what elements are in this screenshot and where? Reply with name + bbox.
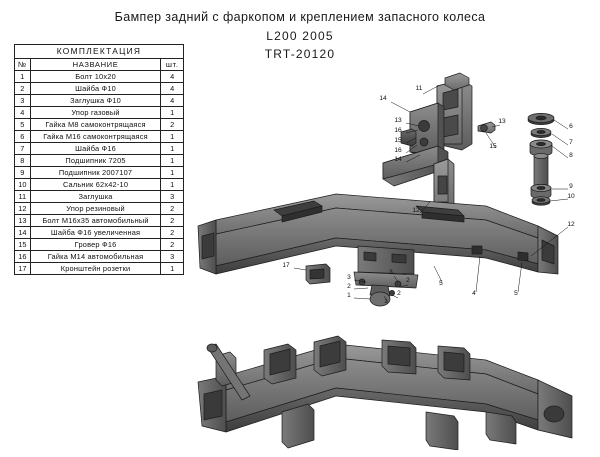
bom-row-name: Заглушка [30, 191, 161, 203]
table-row [15, 239, 184, 251]
bom-row-number: 10 [15, 179, 31, 191]
table-row [15, 131, 184, 143]
bom-row-qty: 3 [161, 251, 184, 263]
bom-row-name: Упор резиновый [30, 203, 161, 215]
bom-row-qty: 1 [161, 107, 184, 119]
assembly-drawing [186, 60, 596, 450]
callout-label: 11 [415, 85, 423, 92]
bearing-stack [528, 113, 554, 205]
table-row [15, 107, 184, 119]
bom-row-qty: 4 [161, 95, 184, 107]
bom-header-name: НАЗВАНИЕ [30, 59, 161, 71]
bom-row-number: 9 [15, 167, 31, 179]
bom-row-name: Подшипник 7205 [30, 155, 161, 167]
callout-label: 1 [384, 298, 388, 305]
callout-label: 2 [406, 277, 410, 284]
bom-row-qty: 1 [161, 131, 184, 143]
callout-label: 13 [394, 117, 402, 124]
table-row [15, 71, 184, 83]
bom-row-qty: 1 [161, 155, 184, 167]
bom-row-qty: 2 [161, 203, 184, 215]
bom-row-number: 8 [15, 155, 31, 167]
bom-row-name: Гайка М16 самоконтрящаяся [30, 131, 161, 143]
bom-row-number: 1 [15, 71, 31, 83]
bom-row-number: 15 [15, 239, 31, 251]
bom-row-name: Шайба Ф16 [30, 143, 161, 155]
bom-row-number: 7 [15, 143, 31, 155]
bumper-lower-view [198, 336, 572, 450]
bom-row-number: 14 [15, 227, 31, 239]
bom-row-name: Упор газовый [30, 107, 161, 119]
bom-header-number: № [15, 59, 31, 71]
bom-row-qty: 2 [161, 215, 184, 227]
bom-row-name: Болт 10х20 [30, 71, 161, 83]
bom-row-number: 2 [15, 83, 31, 95]
bom-table [14, 44, 184, 275]
callout-label: 2 [347, 283, 351, 290]
bom-row-number: 6 [15, 131, 31, 143]
bom-row-number: 12 [15, 203, 31, 215]
bom-caption: КОМПЛЕКТАЦИЯ [15, 45, 184, 59]
bom-header-qty: шт. [161, 59, 184, 71]
table-row [15, 167, 184, 179]
bom-row-number: 13 [15, 215, 31, 227]
callout-label: 16 [394, 147, 402, 154]
table-row [15, 191, 184, 203]
callout-label: 3 [347, 274, 351, 281]
bom-row-name: Подшипник 2007107 [30, 167, 161, 179]
bom-row-number: 16 [15, 251, 31, 263]
drawing-canvas [186, 60, 596, 450]
bom-row-number: 5 [15, 119, 31, 131]
bom-row-name: Гайка М8 самоконтрящаяся [30, 119, 161, 131]
bom-row-name: Шайба Ф16 увеличенная [30, 227, 161, 239]
bom-row-qty: 2 [161, 239, 184, 251]
page-title: Бампер задний с фаркопом и креплением запасного колеса [114, 10, 486, 24]
bom-row-qty: 4 [161, 83, 184, 95]
table-row [15, 155, 184, 167]
callout-label: 9 [569, 183, 573, 190]
bom-row-number: 3 [15, 95, 31, 107]
callout-label: 2 [397, 290, 401, 297]
callout-label: 14 [379, 95, 387, 102]
table-row [15, 143, 184, 155]
bom-row-qty: 2 [161, 227, 184, 239]
bom-row-name: Кронштейн розетки [30, 263, 161, 275]
bom-row-name: Заглушка Ф10 [30, 95, 161, 107]
bom-row-name: Сальник 62х42-10 [30, 179, 161, 191]
bom-row-name: Болт М16х35 автомобильный [30, 215, 161, 227]
callout-label: 5 [514, 290, 518, 297]
callout-label: 15 [489, 143, 497, 150]
callout-label: 3 [389, 269, 393, 276]
table-row [15, 95, 184, 107]
bom-row-number: 4 [15, 107, 31, 119]
bom-row-qty: 1 [161, 263, 184, 275]
callout-label: 10 [567, 193, 575, 200]
bom-row-qty: 1 [161, 167, 184, 179]
bom-row-qty: 3 [161, 191, 184, 203]
callout-label: 16 [394, 127, 402, 134]
table-row [15, 215, 184, 227]
callout-label: 4 [472, 290, 476, 297]
callout-label: 13 [498, 118, 506, 125]
table-row [15, 203, 184, 215]
callout-label: 5 [439, 280, 443, 287]
callout-label: 1 [347, 292, 351, 299]
callout-label: 17 [282, 262, 290, 269]
callout-label: 7 [569, 139, 573, 146]
bom-row-qty: 2 [161, 119, 184, 131]
rear-bumper-main [198, 194, 558, 306]
vehicle-model: L200 2005 [266, 29, 334, 43]
bom-row-qty: 1 [161, 179, 184, 191]
callout-label: 14 [394, 156, 402, 163]
bom-row-number: 17 [15, 263, 31, 275]
callout-label: 15 [394, 137, 402, 144]
table-row [15, 263, 184, 275]
bom-row-name: Шайба Ф10 [30, 83, 161, 95]
bom-row-qty: 1 [161, 143, 184, 155]
table-row [15, 227, 184, 239]
table-row [15, 179, 184, 191]
callout-label: 6 [569, 123, 573, 130]
table-row [15, 119, 184, 131]
callout-label: 8 [569, 152, 573, 159]
table-row [15, 251, 184, 263]
callout-label: 12 [412, 207, 420, 214]
bom-row-qty: 4 [161, 71, 184, 83]
bom-row-name: Гровер Ф16 [30, 239, 161, 251]
bom-row-name: Гайка М14 автомобильная [30, 251, 161, 263]
table-row [15, 83, 184, 95]
callout-label: 12 [567, 221, 575, 228]
bom-row-number: 11 [15, 191, 31, 203]
product-code: TRT-20120 [264, 47, 336, 61]
